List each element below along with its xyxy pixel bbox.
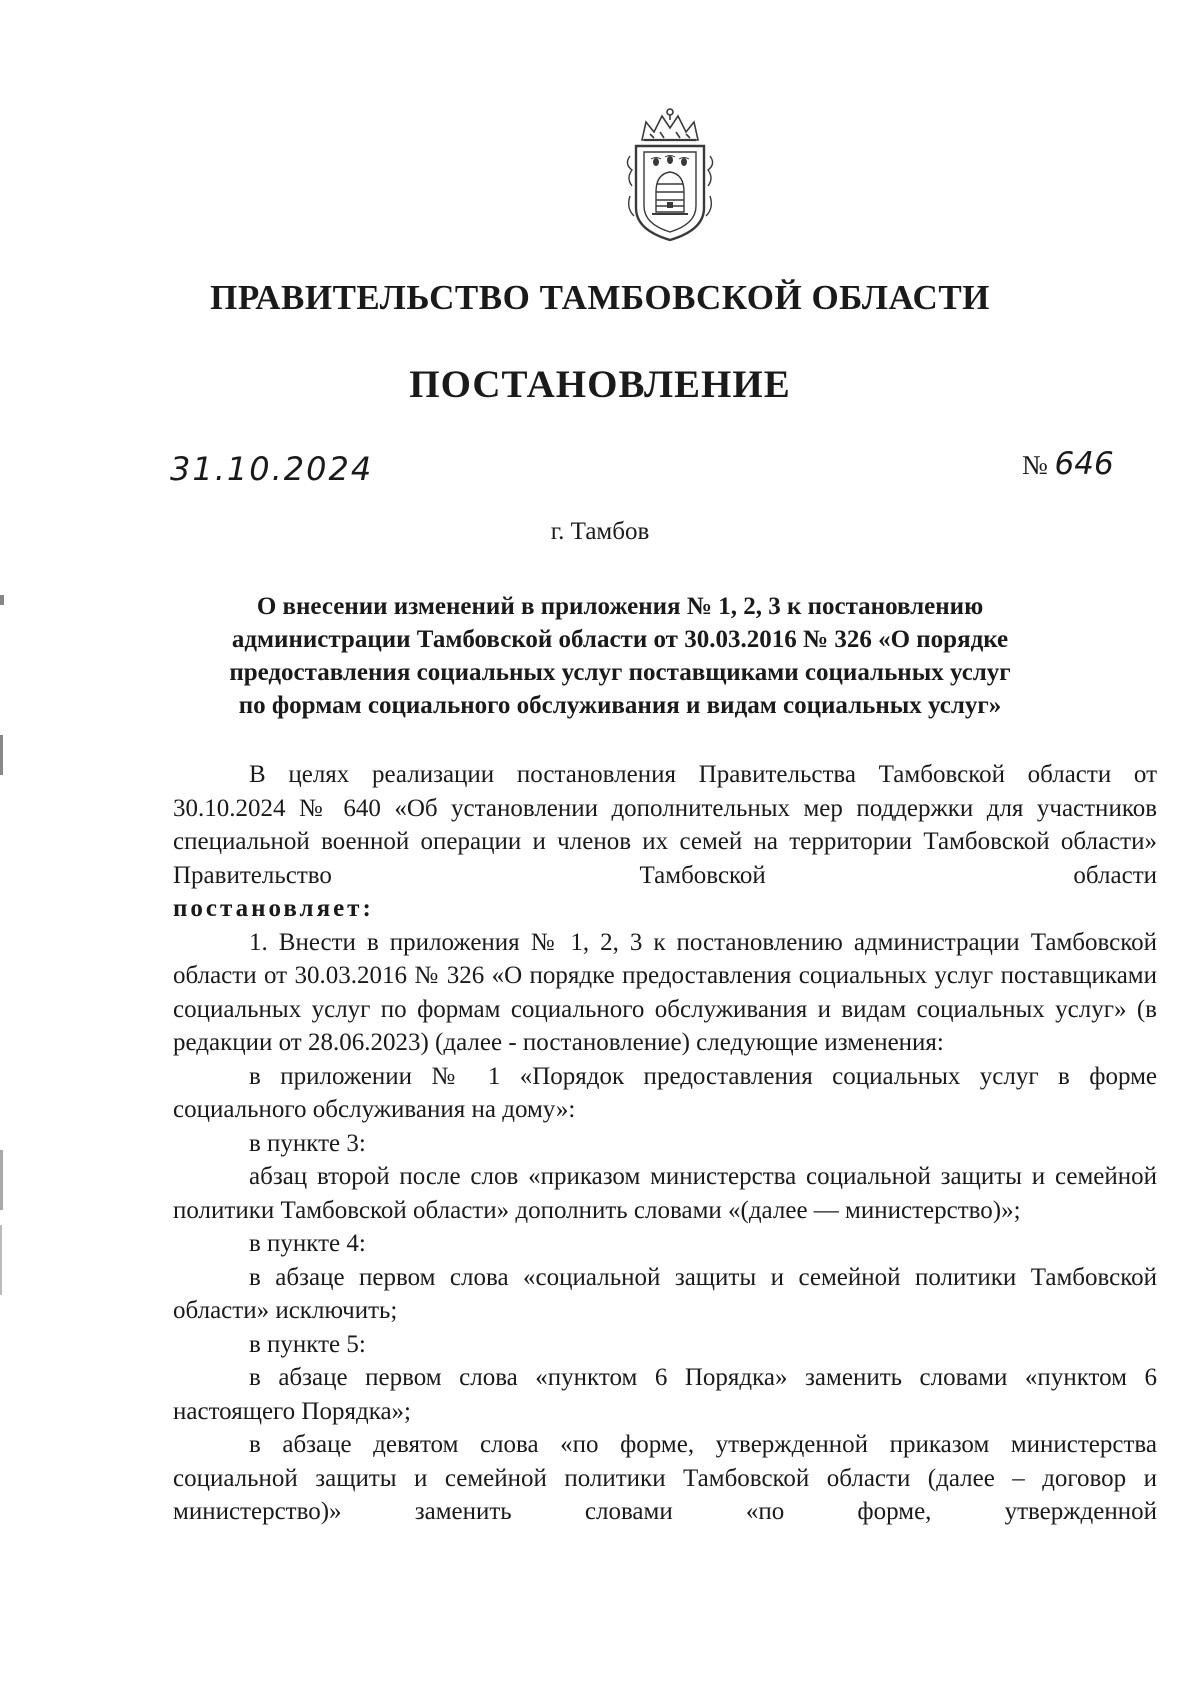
decree-word-text: постановляет: xyxy=(173,895,374,922)
subject-line: по формам социального обслуживания и видам социальных услуг» xyxy=(238,692,1002,719)
point-5-paragraph: в абзаце первом слова «пунктом 6 Порядка» заменить словами «пунктом 6 настоящего Порядка»; xyxy=(173,1364,1157,1425)
tambov-coat-of-arms-icon xyxy=(620,104,720,244)
point-4-paragraph: в абзаце первом слова «социальной защиты и семейной политики Тамбовской области» исключить; xyxy=(173,1263,1157,1324)
document-subject xyxy=(160,590,1080,722)
document-body xyxy=(173,758,1157,1529)
document-type-title: ПОСТАНОВЛЕНИЕ xyxy=(409,363,791,406)
subject-line: О внесении изменений в приложения № 1, 2, 3 к постановлению xyxy=(256,593,984,620)
point-3-heading: в пункте 3: xyxy=(249,1129,366,1157)
decree-word xyxy=(173,892,1157,926)
point-5-heading: в пункте 5: xyxy=(249,1330,366,1358)
point-4-heading: в пункте 4: xyxy=(249,1230,366,1257)
document-date: 31.10.2024 xyxy=(170,450,374,488)
scan-edge-mark xyxy=(0,595,4,605)
scan-edge-mark xyxy=(0,1225,2,1295)
scan-edge-mark xyxy=(0,735,3,775)
document-number-block xyxy=(1022,446,1114,482)
preamble-paragraph: В целях реализации постановления Правительства Тамбовской области от 30.10.2024 № 640 «Об установлении дополнительных мер поддержки для участников специальной военной операции и членов их семей на территории Тамбовской области» Правительство Тамбовской области xyxy=(173,761,1157,889)
government-title: ПРАВИТЕЛЬСТВО ТАМБОВСКОЙ ОБЛАСТИ xyxy=(210,278,990,317)
document-city: г. Тамбов xyxy=(550,518,650,545)
item-1-paragraph: 1. Внести в приложения № 1, 2, 3 к постановлению администрации Тамбовской области от 30.03.2016 № 326 «О порядке предоставления социальных услуг поставщиками социальных услуг по формам социального обслуживания и видам социальных услуг» (в редакции от 28.06.2023) (далее - постановление) следующие изменения: xyxy=(173,928,1157,1056)
appendix-1-paragraph: в приложении № 1 «Порядок предоставления социальных услуг в форме социального обслуживания на дому»: xyxy=(173,1062,1157,1123)
subject-line: предоставления социальных услуг поставщиками социальных услуг xyxy=(229,659,1011,686)
point-5-paragraph: в абзаце девятом слова «по форме, утвержденной приказом министерства социальной защиты и семейной политики Тамбовской области (далее – договор и министерство)» заменить словами «по форме, утвержденной xyxy=(173,1431,1157,1525)
point-3-paragraph: абзац второй после слов «приказом министерства социальной защиты и семейной политики Тамбовской области» дополнить словами «(далее — министерство)»; xyxy=(173,1163,1157,1224)
subject-line: администрации Тамбовской области от 30.03.2016 № 326 «О порядке xyxy=(231,626,1009,653)
number-sign: № xyxy=(1022,450,1048,480)
scan-edge-mark xyxy=(0,1150,3,1210)
document-number: 646 xyxy=(1054,446,1114,482)
